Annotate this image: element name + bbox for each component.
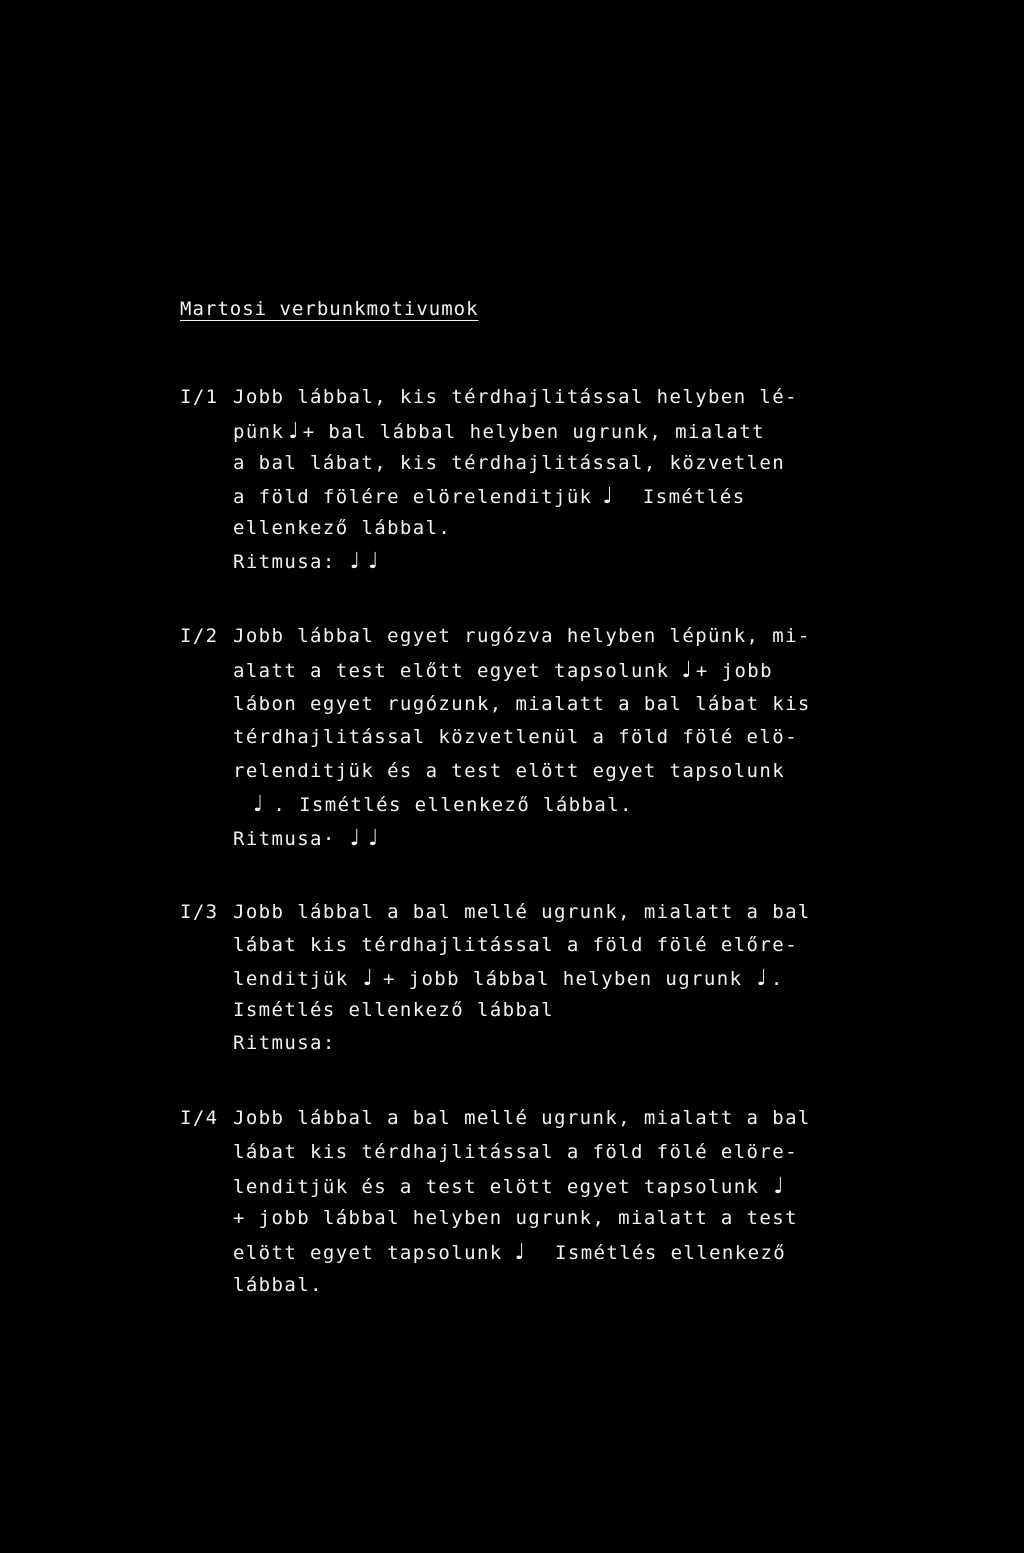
section-label: I/3 [180, 901, 219, 923]
text-line: a föld fölére elörelenditjük ♩ Ismétlés [233, 484, 746, 509]
text-line: lábat kis térdhajlitással a föld fölé előre- [233, 934, 798, 956]
text-line: a bal lábat, kis térdhajlitással, közvetlen [233, 452, 786, 474]
section-label: I/4 [180, 1107, 219, 1129]
quarter-note-icon: ♩ [368, 826, 379, 851]
text-line: Jobb lábbal a bal mellé ugrunk, mialatt a bal [233, 1107, 811, 1129]
quarter-note-icon: ♩ [368, 549, 379, 574]
text-line: Jobb lábbal a bal mellé ugrunk, mialatt a bal [233, 901, 811, 923]
quarter-note-icon: ♩ [602, 484, 613, 509]
text-line: térdhajlitással közvetlenül a föld fölé elö- [233, 726, 798, 748]
text-line: lábon egyet rugózunk, mialatt a bal lábat kis [233, 693, 811, 715]
rhythm-line: Ritmusa: ♩ ♩ [233, 549, 379, 574]
text-line: lábat kis térdhajlitással a föld fölé elöre- [233, 1141, 798, 1163]
text-line: lábbal. [233, 1274, 323, 1296]
quarter-note-icon: ♩ [681, 658, 692, 683]
quarter-note-icon: ♩ [514, 1240, 526, 1265]
text-line: pünk ♩ + bal lábbal helyben ugrunk, mialatt [233, 419, 765, 444]
text-line: lenditjük és a test elött egyet tapsolunk ♩ [233, 1174, 784, 1199]
text-line: Jobb lábbal egyet rugózva helyben lépünk, mi- [233, 625, 811, 647]
section-label: I/1 [180, 386, 219, 408]
quarter-note-icon: ♩ [349, 549, 361, 574]
rhythm-line: Ritmusa: [233, 1032, 336, 1054]
quarter-note-icon: ♩ [756, 966, 767, 991]
text-line: Ismétlés ellenkező lábbal [233, 999, 554, 1021]
text-line: ellenkező lábbal. [233, 517, 452, 539]
rhythm-line: Ritmusa· ♩ ♩ [233, 826, 379, 851]
page-title: Martosi verbunkmotivumok [180, 298, 479, 320]
text-line: ♩ . Ismétlés ellenkező lábbal. [253, 792, 633, 817]
quarter-note-icon: ♩ [362, 966, 373, 991]
section-label: I/2 [180, 625, 219, 647]
text-line: alatt a test előtt egyet tapsolunk ♩ + jobb [233, 658, 773, 683]
quarter-note-icon: ♩ [288, 419, 299, 444]
text-line: relenditjük és a test elött egyet tapsolunk [233, 760, 786, 782]
text-line: lenditjük ♩ + jobb lábbal helyben ugrunk ♩ . [233, 966, 784, 991]
text-line: + jobb lábbal helyben ugrunk, mialatt a test [233, 1207, 798, 1229]
quarter-note-icon: ♩ [253, 792, 264, 817]
text-line: Jobb lábbal, kis térdhajlitással helyben lé- [233, 386, 798, 408]
quarter-note-icon: ♩ [349, 826, 361, 851]
quarter-note-icon: ♩ [773, 1174, 784, 1199]
text-line: elött egyet tapsolunk ♩ Ismétlés ellenkező [233, 1240, 787, 1265]
